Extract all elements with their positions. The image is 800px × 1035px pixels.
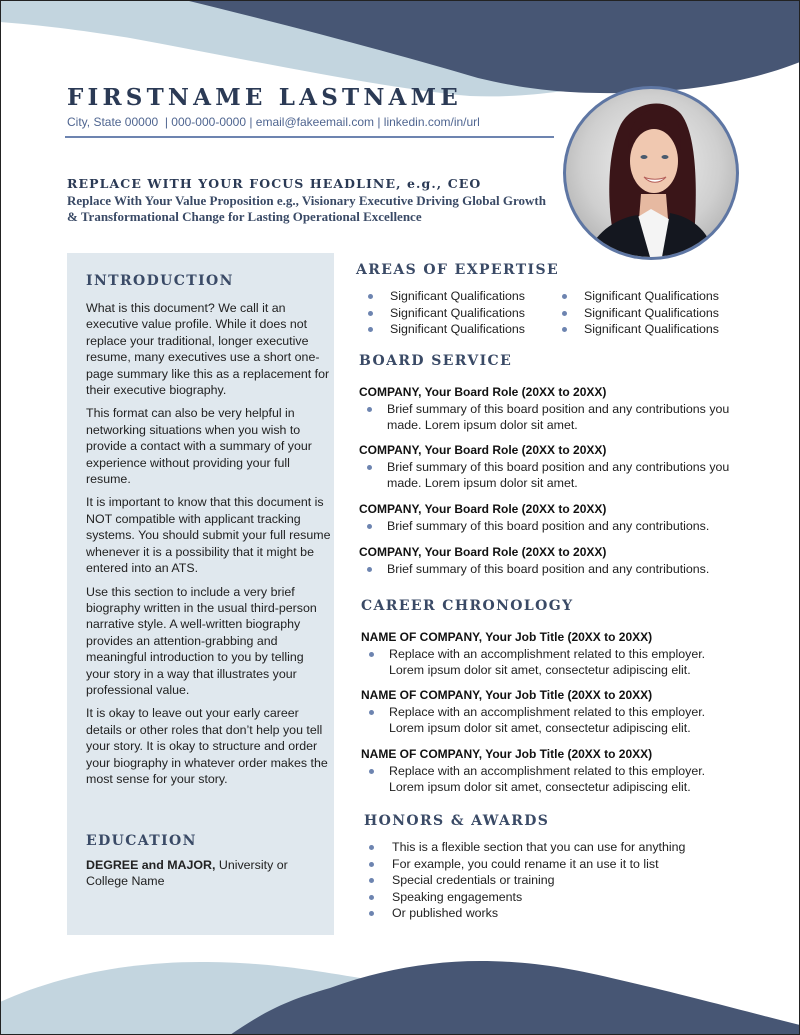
bullet-icon: [369, 878, 374, 883]
intro-paragraph: It is important to know that this document is NOT compatible with applicant tracking systems. You should submit your full resume whenever it is a possibility that it might be entered into an ATS.: [86, 495, 331, 576]
career-entry-bullet: Replace with an accomplishment related to this employer. Lorem ipsum dolor sit amet, consectetur adipiscing elit.: [361, 763, 741, 796]
focus-headline: REPLACE WITH YOUR FOCUS HEADLINE, e.g., CEO: [67, 176, 482, 191]
bullet-icon: [367, 567, 372, 572]
board-entry-title: COMPANY, Your Board Role (20XX to 20XX): [359, 502, 607, 516]
career-entry-title: NAME OF COMPANY, Your Job Title (20XX to 20XX): [361, 688, 653, 702]
bullet-icon: [367, 524, 372, 529]
intro-paragraph: What is this document? We call it an executive value profile. While it does not replace your traditional, longer executive resume, many executives use a short one-page summary like this as a replacement for their executive biography.: [86, 301, 330, 398]
bullet-icon: [368, 311, 373, 316]
expertise-heading: AREAS OF EXPERTISE: [356, 262, 560, 278]
expertise-item: Significant Qualifications: [562, 288, 719, 305]
bullet-icon: [369, 769, 374, 774]
bullet-icon: [368, 327, 373, 332]
bullet-icon: [562, 311, 567, 316]
board-entry-bullet: Brief summary of this board position and any contributions you made. Lorem ipsum dolor sit amet.: [359, 401, 739, 434]
bullet-icon: [369, 845, 374, 850]
board-entry-title: COMPANY, Your Board Role (20XX to 20XX): [359, 545, 607, 559]
honor-item: Speaking engagements: [369, 889, 739, 906]
board-entry: [359, 501, 739, 534]
education-entry: [86, 857, 326, 890]
school-name: University or College Name: [86, 858, 288, 889]
board-entry: [359, 544, 739, 577]
career-chronology-heading: CAREER CHRONOLOGY: [361, 598, 574, 614]
bullet-icon: [369, 895, 374, 900]
board-entry-bullet: Brief summary of this board position and any contributions.: [359, 518, 739, 534]
board-entry-bullet: Brief summary of this board position and any contributions you made. Lorem ipsum dolor sit amet.: [359, 459, 739, 492]
career-entry: [361, 687, 741, 737]
expertise-item: Significant Qualifications: [562, 321, 719, 338]
honor-item: For example, you could rename it an use it to list: [369, 856, 739, 873]
honors-list: [369, 839, 739, 922]
header-divider: [65, 136, 554, 138]
expertise-column-1: [368, 288, 525, 338]
career-entry-title: NAME OF COMPANY, Your Job Title (20XX to 20XX): [361, 630, 653, 644]
introduction-body: [86, 300, 331, 794]
career-entry: [361, 746, 741, 796]
board-service-heading: BOARD SERVICE: [359, 353, 513, 369]
bullet-icon: [368, 294, 373, 299]
honor-item: Or published works: [369, 905, 739, 922]
expertise-item: Significant Qualifications: [562, 305, 719, 322]
introduction-heading: INTRODUCTION: [86, 273, 234, 289]
value-proposition: Replace With Your Value Proposition e.g., Visionary Executive Driving Global Growth & Transformational Change for Lasting Operational Excellence: [67, 193, 546, 224]
bullet-icon: [369, 862, 374, 867]
education-heading: EDUCATION: [86, 833, 197, 849]
career-entry-bullet: Replace with an accomplishment related to this employer. Lorem ipsum dolor sit amet, consectetur adipiscing elit.: [361, 646, 741, 679]
bullet-icon: [562, 294, 567, 299]
board-entry-bullet: Brief summary of this board position and any contributions.: [359, 561, 739, 577]
bullet-icon: [369, 911, 374, 916]
bullet-icon: [367, 407, 372, 412]
bullet-icon: [367, 465, 372, 470]
intro-paragraph: Use this section to include a very brief biography written in the usual third-person narrative style. A well-written biography provides an attention-grabbing and meaningful introduction to you by telling your story in a way that illustrates your professional value.: [86, 584, 317, 697]
expertise-item: Significant Qualifications: [368, 288, 525, 305]
intro-paragraph: It is okay to leave out your early career details or other roles that don’t help you tell your story. It is okay to structure and order your biography in whatever order makes the most sense for your story.: [86, 706, 328, 786]
career-entry-title: NAME OF COMPANY, Your Job Title (20XX to 20XX): [361, 747, 653, 761]
honor-item: This is a flexible section that you can use for anything: [369, 839, 739, 856]
expertise-column-2: [562, 288, 719, 338]
bullet-icon: [562, 327, 567, 332]
honor-item: Special credentials or training: [369, 872, 739, 889]
board-entry: [359, 384, 739, 434]
board-entry-title: COMPANY, Your Board Role (20XX to 20XX): [359, 385, 607, 399]
person-portrait-icon: [566, 89, 736, 257]
expertise-item: Significant Qualifications: [368, 305, 525, 322]
bullet-icon: [369, 710, 374, 715]
degree-major: DEGREE and MAJOR,: [86, 858, 216, 872]
intro-paragraph: This format can also be very helpful in networking situations when you wish to provide a contact with a summary of your experience without providing your full resume.: [86, 406, 312, 487]
career-entry-bullet: Replace with an accomplishment related to this employer. Lorem ipsum dolor sit amet, consectetur adipiscing elit.: [361, 704, 741, 737]
career-entry: [361, 629, 741, 679]
board-entry: [359, 442, 739, 492]
candidate-name: FIRSTNAME LASTNAME: [67, 84, 462, 111]
bottom-wave-decoration: [0, 960, 800, 1035]
board-entry-title: COMPANY, Your Board Role (20XX to 20XX): [359, 443, 607, 457]
profile-photo: [563, 86, 739, 260]
honors-awards-heading: HONORS & AWARDS: [364, 813, 550, 829]
sidebar-panel: [67, 253, 334, 935]
contact-line: City, State 00000 | 000-000-0000 | email@fakeemail.com | linkedin.com/in/url: [67, 115, 480, 129]
bullet-icon: [369, 652, 374, 657]
expertise-item: Significant Qualifications: [368, 321, 525, 338]
